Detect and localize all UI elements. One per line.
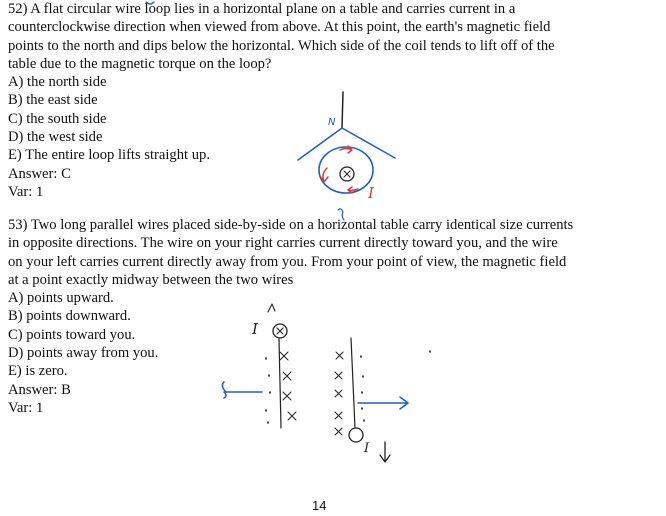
right-field-x-3 [335, 390, 342, 397]
q52-text-line-1: 52) A flat circular wire loop lies in a horizontal plane on a table and carries current in a [8, 1, 516, 17]
right-dots [361, 351, 430, 421]
q53-option-d: D) points away from you. [8, 345, 159, 362]
field-x-mark [344, 171, 350, 177]
q53-option-a: A) points upward. [8, 290, 114, 307]
current-label-q52: I [368, 184, 374, 202]
q53-option-e: E) is zero. [8, 363, 68, 380]
q52-text-line-4: table due to the magnetic torque on the loop? [8, 55, 272, 72]
q53-text-line-1: 53) Two long parallel wires placed side-by-side on a horizontal table carry identical size currents [8, 217, 574, 233]
q52-option-b: B) the east side [8, 92, 98, 109]
q52-text-line-3: points to the north and dips below the horizontal. Which side of the coil tends to lift off of the [8, 37, 555, 54]
q52-option-c: C) the south side [8, 110, 107, 127]
q53-var: Var: 1 [8, 399, 44, 416]
upward-arrow-tick [268, 304, 275, 312]
q53-text-line-4: at a point exactly midway between the two wires [8, 271, 294, 288]
dip-line-left [298, 128, 342, 160]
right-field-x-1 [336, 352, 343, 359]
north-label: N [328, 117, 336, 128]
current-label-q53-left: I [252, 320, 258, 338]
left-arrow-icon [222, 382, 262, 398]
right-wire-vertical [351, 338, 355, 428]
q52-option-d: D) the west side [8, 129, 103, 146]
q52-option-a: A) the north side [8, 74, 107, 91]
q52-var: Var: 1 [8, 183, 44, 200]
left-field-x-4 [288, 412, 296, 420]
left-field-x-2 [283, 372, 291, 380]
right-wire-out-of-page [349, 428, 363, 442]
right-arrow-icon [358, 397, 408, 409]
q53-option-b: B) points downward. [8, 308, 131, 325]
page-number: 14 [312, 498, 327, 513]
q53-text-line-3: on your left carries current directly away from you. From your point of view, the magnetic field [8, 253, 567, 270]
q52-option-e: E) The entire loop lifts straight up. [8, 147, 210, 164]
q52-answer: Answer: C [8, 165, 71, 182]
current-label-q53-right: I [364, 441, 370, 456]
north-axis-line [342, 92, 343, 128]
current-loop [319, 147, 373, 193]
right-field-x-5 [335, 428, 342, 435]
right-wire-dot [354, 433, 357, 436]
q53-option-c: C) points toward you. [8, 326, 136, 343]
q53-text-line-2: in opposite directions. The wire on your right carries current directly toward you, and the wire [8, 235, 558, 252]
downward-arrow-icon [380, 442, 390, 462]
left-field-x-1 [280, 352, 288, 360]
dip-line-right [342, 128, 395, 158]
ink-mark-q52-title [146, 2, 154, 4]
right-field-x-4 [335, 412, 342, 419]
right-field-x-2 [335, 372, 342, 379]
q53-answer: Answer: B [8, 381, 71, 398]
left-wire-x [277, 328, 283, 334]
left-dots [266, 358, 270, 423]
left-field-x-3 [283, 392, 291, 400]
ink-mark-q53-text [338, 209, 344, 220]
q52-text-line-2: counterclockwise direction when viewed from above. At this point, the earth's magnetic field [8, 19, 551, 36]
